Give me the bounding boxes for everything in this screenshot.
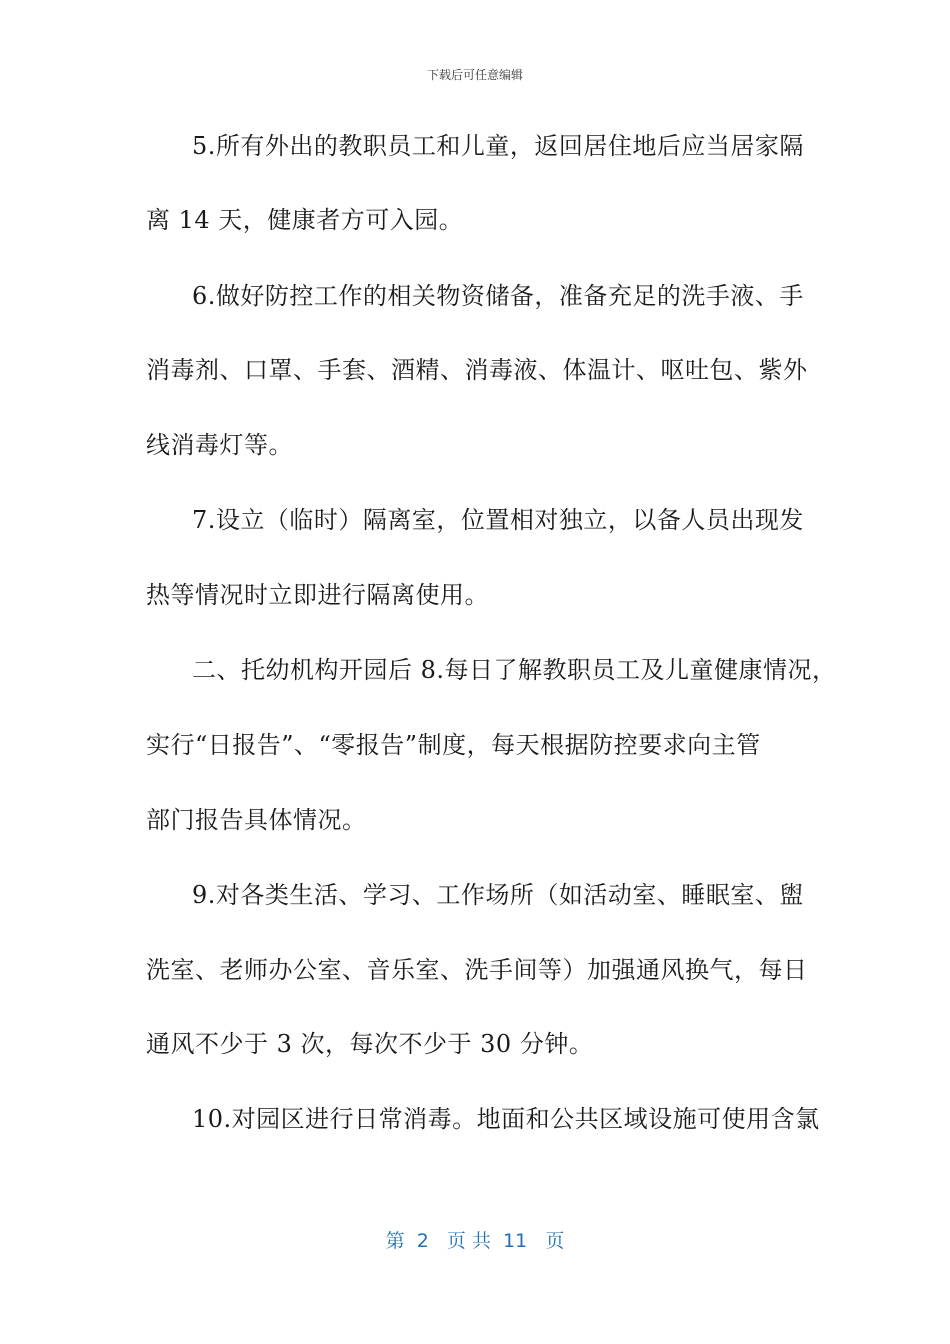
paragraph-line: 7.设立（临时）隔离室，位置相对独立，以备人员出现发	[192, 506, 804, 534]
paragraph-line: 线消毒灯等。	[146, 431, 293, 459]
paragraph-line: 10.对园区进行日常消毒。地面和公共区域设施可使用含氯	[192, 1105, 820, 1133]
paragraph-line: 通风不少于 3 次，每次不少于 30 分钟。	[146, 1030, 594, 1058]
paragraph-line: 5.所有外出的教职员工和儿童，返回居住地后应当居家隔	[192, 132, 804, 160]
paragraph-line: 9.对各类生活、学习、工作场所（如活动室、睡眠室、盥	[192, 881, 804, 909]
page-number-footer: 第 2 页 共 11 页	[385, 1230, 565, 1252]
paragraph-line: 二、托幼机构开园后 8.每日了解教职员工及儿童健康情况，	[192, 656, 837, 684]
paragraph-line: 6.做好防控工作的相关物资储备，准备充足的洗手液、手	[192, 282, 804, 310]
paragraph-line: 部门报告具体情况。	[146, 806, 367, 834]
paragraph-line: 离 14 天，健康者方可入园。	[146, 206, 464, 234]
header-note: 下载后可任意编辑	[426, 68, 523, 82]
paragraph-line: 洗室、老师办公室、音乐室、洗手间等）加强通风换气，每日	[146, 956, 808, 984]
paragraph-line: 消毒剂、口罩、手套、酒精、消毒液、体温计、呕吐包、紫外	[146, 356, 808, 384]
paragraph-line: 实行“日报告”、“零报告”制度，每天根据防控要求向主管	[146, 731, 761, 759]
paragraph-line: 热等情况时立即进行隔离使用。	[146, 581, 489, 609]
